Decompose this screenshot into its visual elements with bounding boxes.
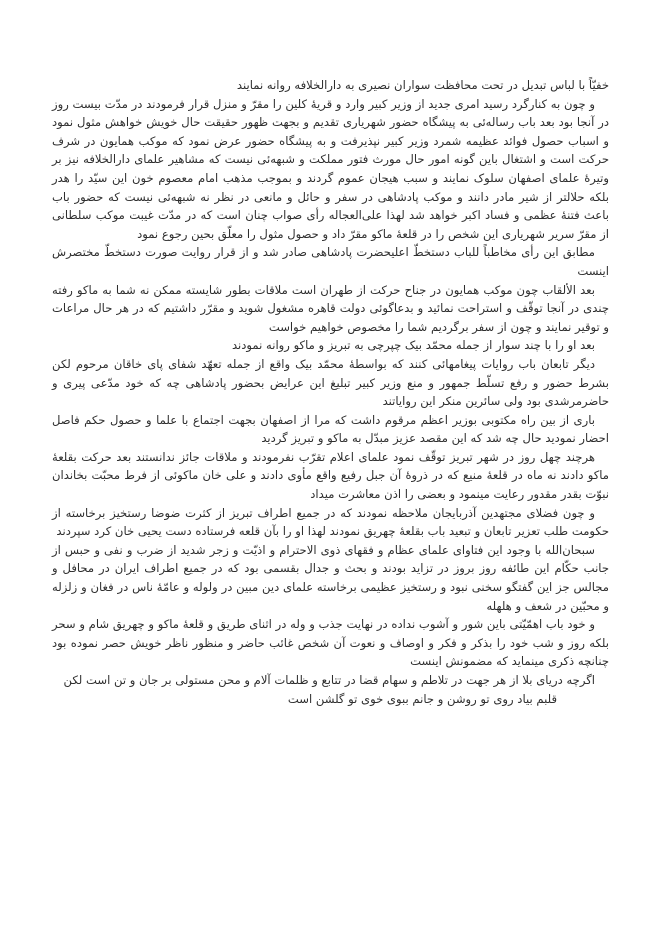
paragraph: بعد الألقاب چون موکب همایون در جناح حرکت از طهران است ملاقات بطور شایسته ممکن نه شما به ماکو رفته چندی در آنجا توقّف و استراحت نمائید و بدعاگوئی دولت قاهره مشغول شوید و مقرّر داشتیم که در هر حال مراعات و توقیر نمایند و چون از سفر برگردیم شما را مخصوص خواهیم خواست	[52, 282, 609, 334]
paragraph: بعد او را با چند سوار از جمله محمّد بیک چپرچی به تبریز و ماکو روانه نمودند	[231, 338, 595, 353]
paragraph: سبحان‌الله با وجود این فتاوای علمای عظام و فقهای ذوی الاحترام و اذیّت و زجر شدید از ضرب و نفی و حبس از جانب حکّام این طائفه روز بروز در تزاید بودند و بحث و جدال بقسمی بود که در جمیع اطراف ایران در محافل و مجالس جز این گفتگو سخنی نبود و رستخیز عظیمی برخاسته علمای دین مبین در ولوله و عامّهٔ ناس در فغان و زلزله و محبّین در شعف و هلهله	[52, 542, 609, 613]
paragraph-continuation: خفیّاً با لباس تبدیل در تحت محافظت سواران نصیری به دارالخلافه روانه نمایند	[236, 78, 609, 92]
paragraph: و چون به کنارگرد رسید امری جدید از وزیر کبیر وارد و قریهٔ کلین را مقرّ و منزل قرار فرمودند در مدّت بیست روز در آنجا بود بعد باب رساله‌ئی به پیشگاه حضور شهریاری تقدیم و بجهت ظهور حقیقت حال خویش خواهش مثول نمود و اسباب حصول فوائد عظیمه شمرد وزیر کبیر نپذیرفت و به پیشگاه حضور عرض نمود که موکب همایون در شرف حرکت است و اشتغال باین گونه امور حال مورث فتور مملکت و شبهه‌ئی نیست که مشاهیر علمای دارالخلافه نیز بر وتیرهٔ علمای اصفهان سلوک نمایند و سبب هیجان عموم گردند و بموجب مذهب امام معصوم خون این سیّد را هدر بلکه حلالتر از شیر مادر دانند و موکب پادشاهی در سفر و حائل و مانعی در نظر نه شبهه‌ئی نیست که حضور باب باعث فتنهٔ عظمی و فساد اکبر خواهد شد لهذا علی‌العجاله رأی صواب چنان است که در مدّت غیبت موکب سلطانی از مقرّ سریر شهریاری این شخص را در قلعهٔ ماکو مقرّ داد و حصول مثول را معلّق بحین رجوع نمود	[52, 96, 609, 241]
paragraph: دیگر تابعان باب روایات پیغامهائی کنند که بواسطهٔ محمّد بیک واقع از جمله تعهّد شفای پای خاقان مرحوم لکن بشرط حضور و رفع تسلّط جمهور و منع وزیر کبیر تبلیغ این عرایض بحضور پادشاهی چه که خود مدّعی پیری و حاضرمرشدی بود ولی سائرین منکر این روایاتند	[52, 356, 609, 409]
paragraph: و چون فضلای مجتهدین آذربایجان ملاحظه نمودند که در جمیع اطراف تبریز از کثرت ضوضا رستخیز برخاسته از حکومت طلب تعزیر تابعان و تبعید باب بقلعهٔ چهریق نمودند لهذا او را بآن قلعه فرستاده دست یحیی خان کرد سپردند	[52, 505, 609, 539]
paragraph: مطابق این رأی مخاطباً للباب دستخطّ اعلیحضرت پادشاهی صادر شد و از قرار روایت صورت دستخطّ مختصرش اینست	[52, 245, 609, 278]
paragraph: هرچند چهل روز در شهر تبریز توقّف نمود علمای اعلام تقرّب نفرمودند و ملاقات جائز ندانستند بعد حرکت بقلعهٔ ماکو دادند نه ماه در قلعهٔ منیع که در ذروهٔ آن جبل رفیع واقع مأوی دادند و علی خان ماکوئی از فرط محبّت بخاندان نبوّت بقدر مقدور رعایت مینمود و بعضی را اذن معاشرت میداد	[52, 449, 609, 502]
paragraph: اگرچه دریای بلا از هر جهت در تلاطم و سهام قضا در تتابع و ظلمات آلام و محن مستولی بر جان و تن است لکن	[63, 673, 595, 687]
paragraph: و خود باب اهمّیّتی باین شور و آشوب نداده در نهایت جذب و وله در اثنای طریق و قلعهٔ ماکو و چهریق شام و سحر بلکه روز و شب خود را بذکر و فکر و اوصاف و نعوت آن شخص غائب حاضر و منظور ناظر خویش حصر نموده بود چنانچه ذکری مینماید که مضمونش اینست	[52, 617, 609, 669]
text-block	[52, 76, 609, 708]
verse-line: قلبم بیاد روی تو روشن و جانم ببوی خوی تو گلشن است	[287, 691, 557, 706]
paragraph: باری از بین راه مکتوبی بوزیر اعظم مرقوم داشت که مرا از اصفهان بجهت اجتماع با علما و حصول حکم فاصل احضار نمودید حال چه شد که این مقصد عزیز مبدّل به ماکو و تبریز گردید	[52, 412, 609, 446]
